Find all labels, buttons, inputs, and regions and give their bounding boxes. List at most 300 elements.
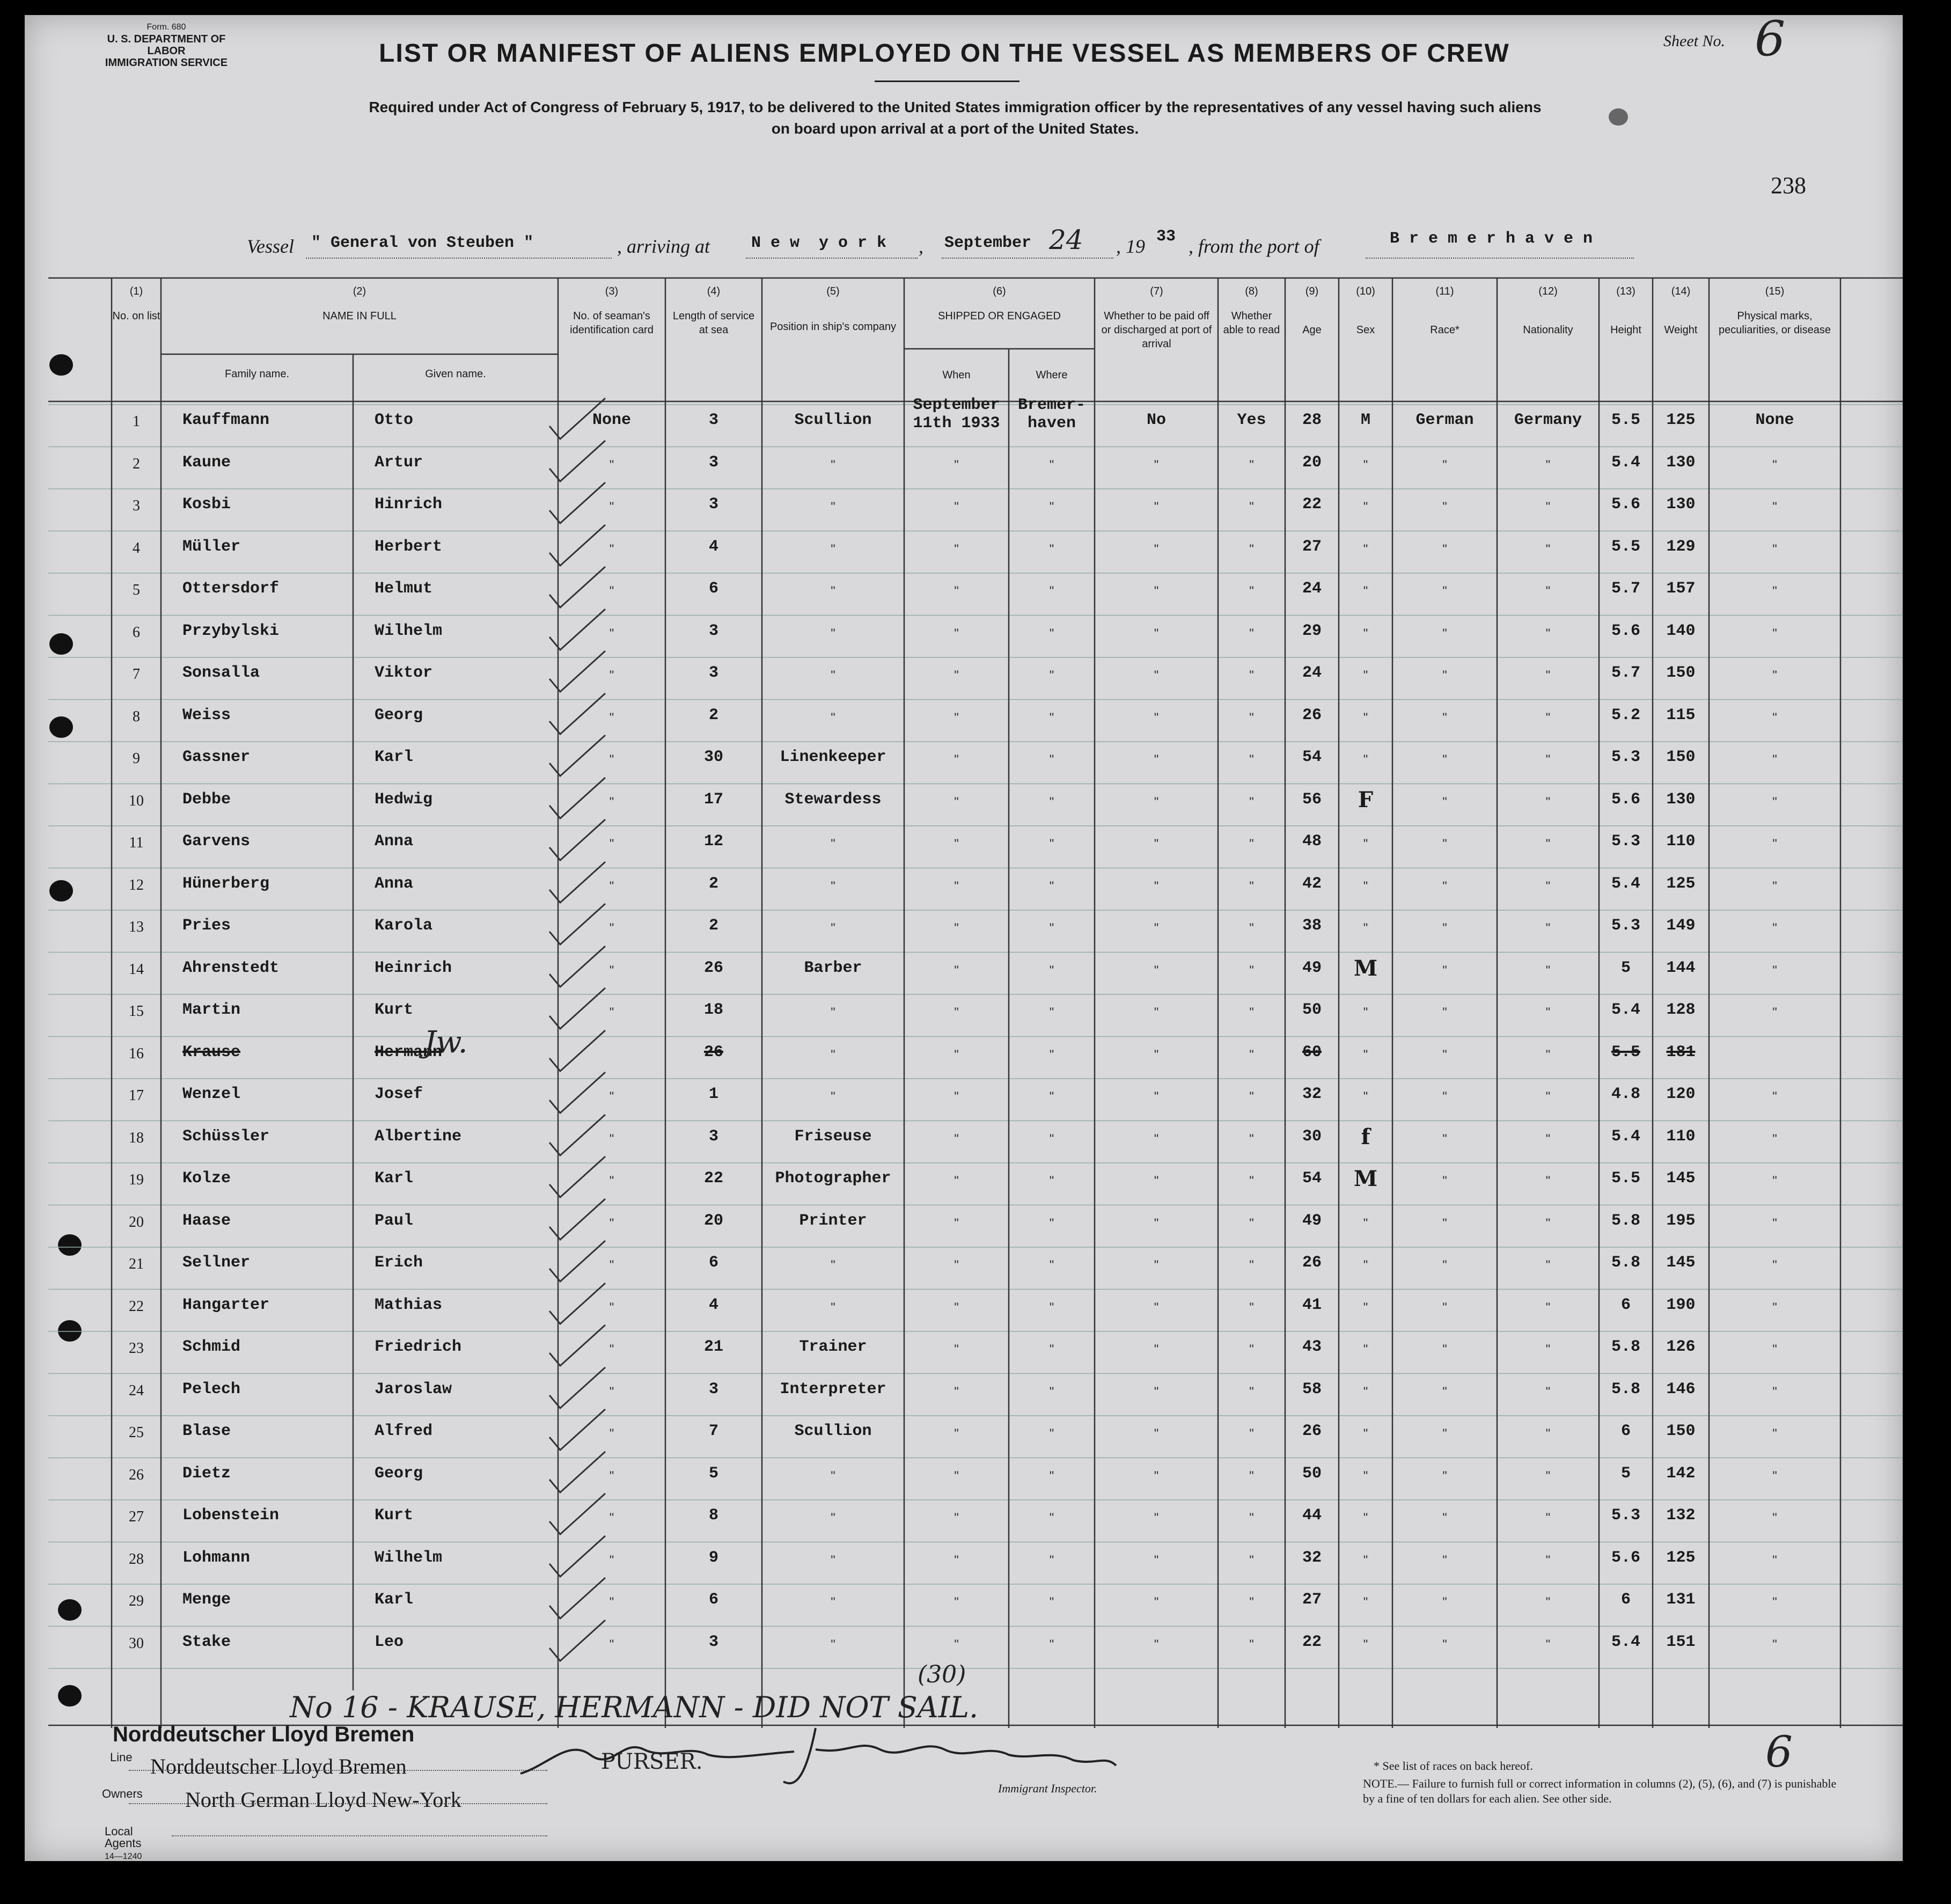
ditto-mark: " [1545, 1637, 1551, 1652]
ditto-mark: " [1363, 710, 1368, 725]
arrival-port: N e w y o r k [751, 234, 887, 252]
ditto-mark: " [1154, 963, 1159, 978]
cell-family: Debbe [182, 790, 231, 809]
ditto-mark: " [831, 1258, 835, 1272]
cell-weight: 132 [1666, 1506, 1696, 1525]
cell-age: 20 [1302, 453, 1322, 472]
row-number: 8 [133, 708, 140, 725]
cell-age: 30 [1302, 1127, 1322, 1146]
ditto-mark: " [609, 1468, 614, 1483]
ditto-mark: " [1049, 1215, 1054, 1231]
ditto-mark: " [1442, 1595, 1447, 1609]
ditto-mark: " [1442, 1300, 1447, 1315]
cell-service: 26 [703, 958, 723, 977]
ditto-mark: " [1442, 710, 1447, 725]
inspector-label: Immigrant Inspector. [998, 1782, 1097, 1795]
row-number: 15 [129, 1003, 144, 1020]
check-mark-icon [542, 522, 606, 570]
cell-given: Anna [375, 874, 414, 893]
cell-age: 58 [1302, 1380, 1322, 1398]
ditto-mark: " [1049, 1089, 1054, 1104]
ditto-mark: " [609, 626, 614, 641]
ditto-mark: " [1049, 752, 1054, 767]
cell-given: Leo [375, 1632, 404, 1651]
agents-rule [172, 1835, 547, 1836]
ditto-mark: " [1545, 878, 1551, 894]
cell-service: 2 [708, 874, 718, 893]
ditto-mark: " [1772, 1089, 1777, 1104]
ditto-mark: " [1545, 1511, 1551, 1525]
ditto-mark: " [609, 1005, 614, 1020]
ditto-mark: " [1363, 837, 1368, 851]
cell-service: 9 [708, 1548, 718, 1567]
cell-weight: 130 [1666, 495, 1696, 514]
cell-given: Herbert [375, 537, 443, 556]
check-mark-icon [542, 900, 606, 949]
ditto-mark: " [1363, 1553, 1368, 1568]
cell-service: 4 [708, 537, 718, 556]
row-number: 14 [129, 961, 144, 978]
check-mark-icon [542, 648, 606, 696]
cell-given: Artur [375, 453, 423, 472]
cell-sex: M [1360, 411, 1370, 429]
ditto-mark: " [1154, 1637, 1159, 1652]
ditto-mark: " [1049, 457, 1054, 472]
ditto-mark: " [954, 1511, 959, 1525]
ditto-mark: " [831, 1511, 835, 1525]
ditto-mark: " [954, 1595, 959, 1609]
check-mark-icon [542, 1280, 606, 1328]
agents-stamp: North German Lloyd New-York [185, 1788, 461, 1812]
row-number: 12 [129, 876, 144, 894]
ditto-mark: " [1442, 1637, 1447, 1652]
ditto-mark: " [1442, 794, 1447, 809]
ditto-mark: " [954, 668, 959, 683]
check-mark-icon [542, 1533, 606, 1581]
ditto-mark: " [1772, 1174, 1777, 1188]
check-mark-icon [542, 606, 606, 654]
cell-height: 5.8 [1611, 1338, 1640, 1356]
cell-weight: 110 [1666, 1127, 1696, 1146]
ditto-mark: " [609, 837, 614, 851]
col-4-header: (4) Length of service at sea [672, 285, 755, 336]
ditto-mark: " [1363, 1595, 1368, 1609]
cell-age: 48 [1302, 832, 1322, 851]
cell-age: 27 [1302, 537, 1322, 556]
form-info: Form. 680 U. S. DEPARTMENT OF LABOR IMMIGRATION SERVICE [105, 23, 228, 69]
cell-service: 3 [708, 664, 718, 682]
ditto-mark: " [1249, 626, 1254, 641]
ditto-mark: " [1772, 541, 1777, 556]
cell-family: Hangarter [182, 1295, 270, 1314]
cell-family: Blase [182, 1422, 231, 1440]
ditto-mark: " [1442, 1131, 1447, 1146]
ditto-mark: " [609, 878, 614, 894]
cell-family: Przybylski [182, 621, 280, 640]
cell-position: Trainer [799, 1338, 867, 1356]
ditto-mark: " [831, 921, 835, 935]
ditto-mark: " [609, 1553, 614, 1568]
check-mark-icon [542, 732, 606, 780]
ditto-mark: " [954, 1047, 959, 1062]
row-number: 22 [129, 1298, 144, 1315]
ditto-mark: " [1545, 1131, 1551, 1146]
ditto-mark: " [954, 794, 959, 809]
ditto-mark: " [1772, 752, 1777, 767]
ditto-mark: " [1442, 626, 1447, 641]
cell-given: Helmut [375, 580, 433, 598]
cell-age: 54 [1302, 1169, 1322, 1188]
ditto-mark: " [1442, 541, 1447, 556]
cell-race: German [1415, 411, 1474, 429]
ditto-mark: " [1049, 710, 1054, 725]
ditto-mark: " [1049, 1258, 1054, 1272]
row-number: 27 [129, 1508, 144, 1525]
cell-age: 26 [1302, 1422, 1322, 1440]
ditto-mark: " [831, 541, 835, 556]
ditto-mark: " [1154, 1426, 1159, 1441]
vessel-name: " General von Steuben " [311, 234, 534, 252]
row-number: 6 [133, 624, 140, 641]
cell-given: Anna [375, 832, 414, 851]
cell-service: 3 [708, 495, 718, 514]
ditto-mark: " [954, 710, 959, 725]
ditto-mark: " [1049, 584, 1054, 598]
sheet-number: 6 [1755, 11, 1786, 67]
col-5-header: (5) Position in ship's company [769, 285, 897, 333]
ditto-mark: " [1154, 1553, 1159, 1568]
row-number: 18 [129, 1129, 144, 1146]
cell-height: 5.2 [1611, 706, 1640, 724]
cell-family: Wenzel [182, 1085, 241, 1103]
cell-when: September 11th 1933 [913, 396, 1000, 433]
ditto-mark: " [1154, 1005, 1159, 1020]
ditto-mark: " [1772, 878, 1777, 894]
ditto-mark: " [1545, 1215, 1551, 1231]
row-number: 19 [129, 1171, 144, 1188]
row-number: 10 [129, 792, 144, 809]
ditto-mark: " [1154, 794, 1159, 809]
ditto-mark: " [1442, 1258, 1447, 1272]
where-header: Where [1036, 369, 1068, 381]
cell-marks: None [1755, 411, 1794, 429]
cell-weight: 145 [1666, 1254, 1696, 1272]
ditto-mark: " [1249, 837, 1254, 851]
ditto-mark: " [954, 1384, 959, 1399]
ditto-mark: " [609, 710, 614, 725]
ditto-mark: " [1772, 1005, 1777, 1020]
ditto-mark: " [1363, 1637, 1368, 1652]
ditto-mark: " [609, 1511, 614, 1525]
row-number: 1 [133, 413, 140, 430]
ditto-mark: " [1249, 1553, 1254, 1568]
year-prefix: , 19 [1116, 236, 1145, 257]
cell-height: 5.6 [1611, 621, 1640, 640]
ditto-mark: " [1363, 1384, 1368, 1399]
cell-position: Friseuse [794, 1127, 872, 1146]
ditto-mark: " [609, 752, 614, 767]
row-number: 23 [129, 1340, 144, 1357]
ditto-mark: " [954, 1468, 959, 1483]
ditto-mark: " [1249, 1300, 1254, 1315]
ditto-mark: " [1545, 752, 1551, 767]
cell-height: 6 [1620, 1591, 1631, 1609]
ditto-mark: " [1249, 1215, 1254, 1231]
check-mark-icon [542, 1406, 606, 1454]
cell-weight: 128 [1666, 1001, 1696, 1019]
ditto-mark: " [1772, 1342, 1777, 1357]
ditto-mark: " [1545, 1174, 1551, 1188]
ditto-mark: " [1545, 1300, 1551, 1315]
cell-weight: 150 [1666, 1422, 1696, 1440]
cell-height: 5.4 [1611, 1632, 1640, 1651]
ditto-mark: " [1154, 626, 1159, 641]
ditto-mark: " [1154, 1595, 1159, 1609]
ditto-mark: " [1049, 541, 1054, 556]
cell-age: 41 [1302, 1295, 1322, 1314]
cell-position: Stewardess [784, 790, 882, 809]
cell-paid: No [1146, 411, 1166, 429]
ditto-mark: " [1545, 710, 1551, 725]
ditto-mark: " [1545, 457, 1551, 472]
cell-age: 28 [1302, 411, 1322, 429]
cell-height: 5.4 [1611, 874, 1640, 893]
ditto-mark: " [1772, 710, 1777, 725]
ditto-mark: " [1249, 1047, 1254, 1062]
ditto-mark: " [954, 878, 959, 894]
ditto-mark: " [609, 541, 614, 556]
check-mark-icon [542, 816, 606, 865]
cell-service: 26 [703, 1043, 723, 1061]
cell-service: 30 [703, 748, 723, 766]
cell-age: 22 [1302, 495, 1322, 514]
ditto-mark: " [1772, 1384, 1777, 1399]
cell-given: Friedrich [375, 1338, 462, 1356]
from-label: , from the port of [1189, 236, 1319, 257]
cell-weight: 150 [1666, 664, 1696, 682]
cell-family: Menge [182, 1591, 231, 1609]
ditto-mark: " [954, 1174, 959, 1188]
cell-family: Hünerberg [182, 874, 270, 893]
cell-service: 3 [708, 453, 718, 472]
cell-given: Hermann [375, 1043, 443, 1061]
line-rule [129, 1770, 547, 1771]
cell-height: 5.5 [1611, 411, 1640, 429]
ditto-mark: " [1249, 541, 1254, 556]
ditto-mark: " [1545, 1468, 1551, 1483]
arrival-day: 24 [1049, 224, 1083, 255]
cell-weight: 181 [1666, 1043, 1696, 1061]
comma: , [919, 236, 923, 257]
owners-rule [129, 1803, 547, 1804]
cell-given: Erich [375, 1254, 423, 1272]
ditto-mark: " [1363, 1215, 1368, 1231]
ditto-mark: " [1249, 1426, 1254, 1441]
check-mark-icon [542, 1364, 606, 1412]
ditto-mark: " [954, 1258, 959, 1272]
cell-family: Kauffmann [182, 411, 270, 429]
ditto-mark: " [1545, 1426, 1551, 1441]
ditto-mark: " [609, 1637, 614, 1652]
ditto-mark: " [609, 1089, 614, 1104]
ditto-mark: " [1363, 668, 1368, 683]
ditto-mark: " [831, 1047, 835, 1062]
ditto-mark: " [1249, 500, 1254, 514]
cell-weight: 125 [1666, 1548, 1696, 1567]
ditto-mark: " [831, 878, 835, 894]
ditto-mark: " [1545, 1342, 1551, 1357]
cell-family: Krause [182, 1043, 241, 1061]
sheet-number-repeat: 6 [1765, 1727, 1793, 1777]
cell-family: Ottersdorf [182, 580, 280, 598]
ditto-mark: " [1154, 1342, 1159, 1357]
cell-age: 42 [1302, 874, 1322, 893]
ditto-mark: " [609, 1215, 614, 1231]
ditto-mark: " [831, 1553, 835, 1568]
cell-family: Garvens [182, 832, 251, 851]
cell-family: Pries [182, 917, 231, 935]
ditto-mark: " [1545, 963, 1551, 978]
cell-height: 5.8 [1611, 1380, 1640, 1398]
check-mark-icon [542, 1111, 606, 1160]
ditto-mark: " [1772, 457, 1777, 472]
row-number: 30 [129, 1635, 144, 1652]
ditto-mark: " [1772, 837, 1777, 851]
cell-age: 50 [1302, 1464, 1322, 1483]
cell-family: Schüssler [182, 1127, 270, 1146]
cell-family: Stake [182, 1632, 231, 1651]
ditto-mark: " [1154, 921, 1159, 935]
cell-family: Ahrenstedt [182, 958, 280, 977]
cell-age: 38 [1302, 917, 1322, 935]
ditto-mark: " [1154, 837, 1159, 851]
ditto-mark: " [1049, 1384, 1054, 1399]
cell-age: 56 [1302, 790, 1322, 809]
line-label: Line [110, 1751, 133, 1764]
col-3-header: (3) No. of seaman's identification card [570, 285, 654, 336]
check-mark-icon [542, 985, 606, 1033]
ditto-mark: " [831, 1468, 835, 1483]
penalty-note: NOTE.— Failure to furnish full or correct information in columns (2), (5), (6), and (7) is punishable by a fine of ten dollars for each alien. See other side. [1363, 1777, 1837, 1805]
ditto-mark: " [1363, 1468, 1368, 1483]
ditto-mark: " [1249, 457, 1254, 472]
cell-given: Heinrich [375, 958, 452, 977]
cell-height: 5.4 [1611, 1001, 1640, 1019]
sheet-label: Sheet No. [1663, 32, 1725, 50]
cell-given: Georg [375, 1464, 423, 1483]
check-mark-icon [542, 1322, 606, 1370]
ditto-mark: " [1442, 1553, 1447, 1568]
cell-height: 5.3 [1611, 832, 1640, 851]
ditto-mark: " [954, 921, 959, 935]
cell-weight: 190 [1666, 1295, 1696, 1314]
cell-position: Printer [799, 1211, 867, 1230]
subtitle: Required under Act of Congress of February 5, 1917, to be delivered to the United States immigration officer by the representatives of any vessel having such aliens on board upon arrival at a port of the United States. [369, 99, 1542, 137]
cell-age: 24 [1302, 664, 1322, 682]
check-mark-icon [542, 1153, 606, 1202]
ditto-mark: " [1154, 1300, 1159, 1315]
ditto-mark: " [1772, 794, 1777, 809]
cell-service: 3 [708, 1127, 718, 1146]
cell-given: Karl [375, 1591, 414, 1609]
cell-given: Paul [375, 1211, 414, 1230]
ditto-mark: " [609, 500, 614, 514]
ditto-mark: " [1049, 1468, 1054, 1483]
cell-age: 49 [1302, 1211, 1322, 1230]
row-number: 3 [133, 497, 140, 514]
cell-weight: 146 [1666, 1380, 1696, 1398]
ditto-mark: " [609, 1174, 614, 1188]
check-mark-icon [542, 563, 606, 612]
purser-label: PURSER. [601, 1749, 703, 1774]
cell-service: 6 [708, 1254, 718, 1272]
ditto-mark: " [1249, 668, 1254, 683]
ditto-mark: " [954, 626, 959, 641]
row-number: 2 [133, 455, 140, 472]
cell-given: Alfred [375, 1422, 433, 1440]
ditto-mark: " [1154, 1258, 1159, 1272]
cell-weight: 151 [1666, 1632, 1696, 1651]
ditto-mark: " [1049, 500, 1054, 514]
ditto-mark: " [1442, 500, 1447, 514]
ditto-mark: " [954, 1131, 959, 1146]
ditto-mark: " [1442, 1426, 1447, 1441]
cell-service: 5 [708, 1464, 718, 1483]
ditto-mark: " [1363, 1342, 1368, 1357]
check-mark-icon [542, 690, 606, 738]
cell-family: Kosbi [182, 495, 231, 514]
col-10-header: (10) Sex [1356, 285, 1375, 336]
row-number: 16 [129, 1045, 144, 1062]
ditto-mark: " [609, 1300, 614, 1315]
row-number: 17 [129, 1087, 144, 1104]
cell-service: 22 [703, 1169, 723, 1188]
ditto-mark: " [1363, 1511, 1368, 1525]
row-number: 9 [133, 750, 140, 767]
ditto-mark: " [1363, 1047, 1368, 1062]
ditto-mark: " [1545, 1258, 1551, 1272]
cell-read: Yes [1237, 411, 1266, 429]
cell-given: Mathias [375, 1295, 443, 1314]
check-mark-icon [542, 1196, 606, 1244]
cell-height: 5.3 [1611, 748, 1640, 766]
cell-given: Josef [375, 1085, 423, 1103]
family-name-header: Family name. [224, 368, 290, 380]
cell-age: 49 [1302, 958, 1322, 977]
cell-height: 5.3 [1611, 1506, 1640, 1525]
ditto-mark: " [1249, 921, 1254, 935]
cell-height: 5.3 [1611, 917, 1640, 935]
ditto-mark: " [1545, 500, 1551, 514]
ditto-mark: " [954, 1215, 959, 1231]
cell-given: Georg [375, 706, 423, 724]
ditto-mark: " [1049, 794, 1054, 809]
ditto-mark: " [831, 500, 835, 514]
ditto-mark: " [1249, 1637, 1254, 1652]
cell-position: Scullion [794, 1422, 872, 1440]
ditto-mark: " [1363, 921, 1368, 935]
ditto-mark: " [954, 1300, 959, 1315]
col-12-header: (12) Nationality [1523, 285, 1573, 336]
ditto-mark: " [1249, 1511, 1254, 1525]
cell-height: 5 [1620, 958, 1631, 977]
cell-position: Barber [804, 958, 862, 977]
cell-age: 54 [1302, 748, 1322, 766]
cell-age: 60 [1302, 1043, 1322, 1061]
cell-age: 27 [1302, 1591, 1322, 1609]
cell-sex: f [1361, 1124, 1370, 1149]
cell-weight: 115 [1666, 706, 1696, 724]
